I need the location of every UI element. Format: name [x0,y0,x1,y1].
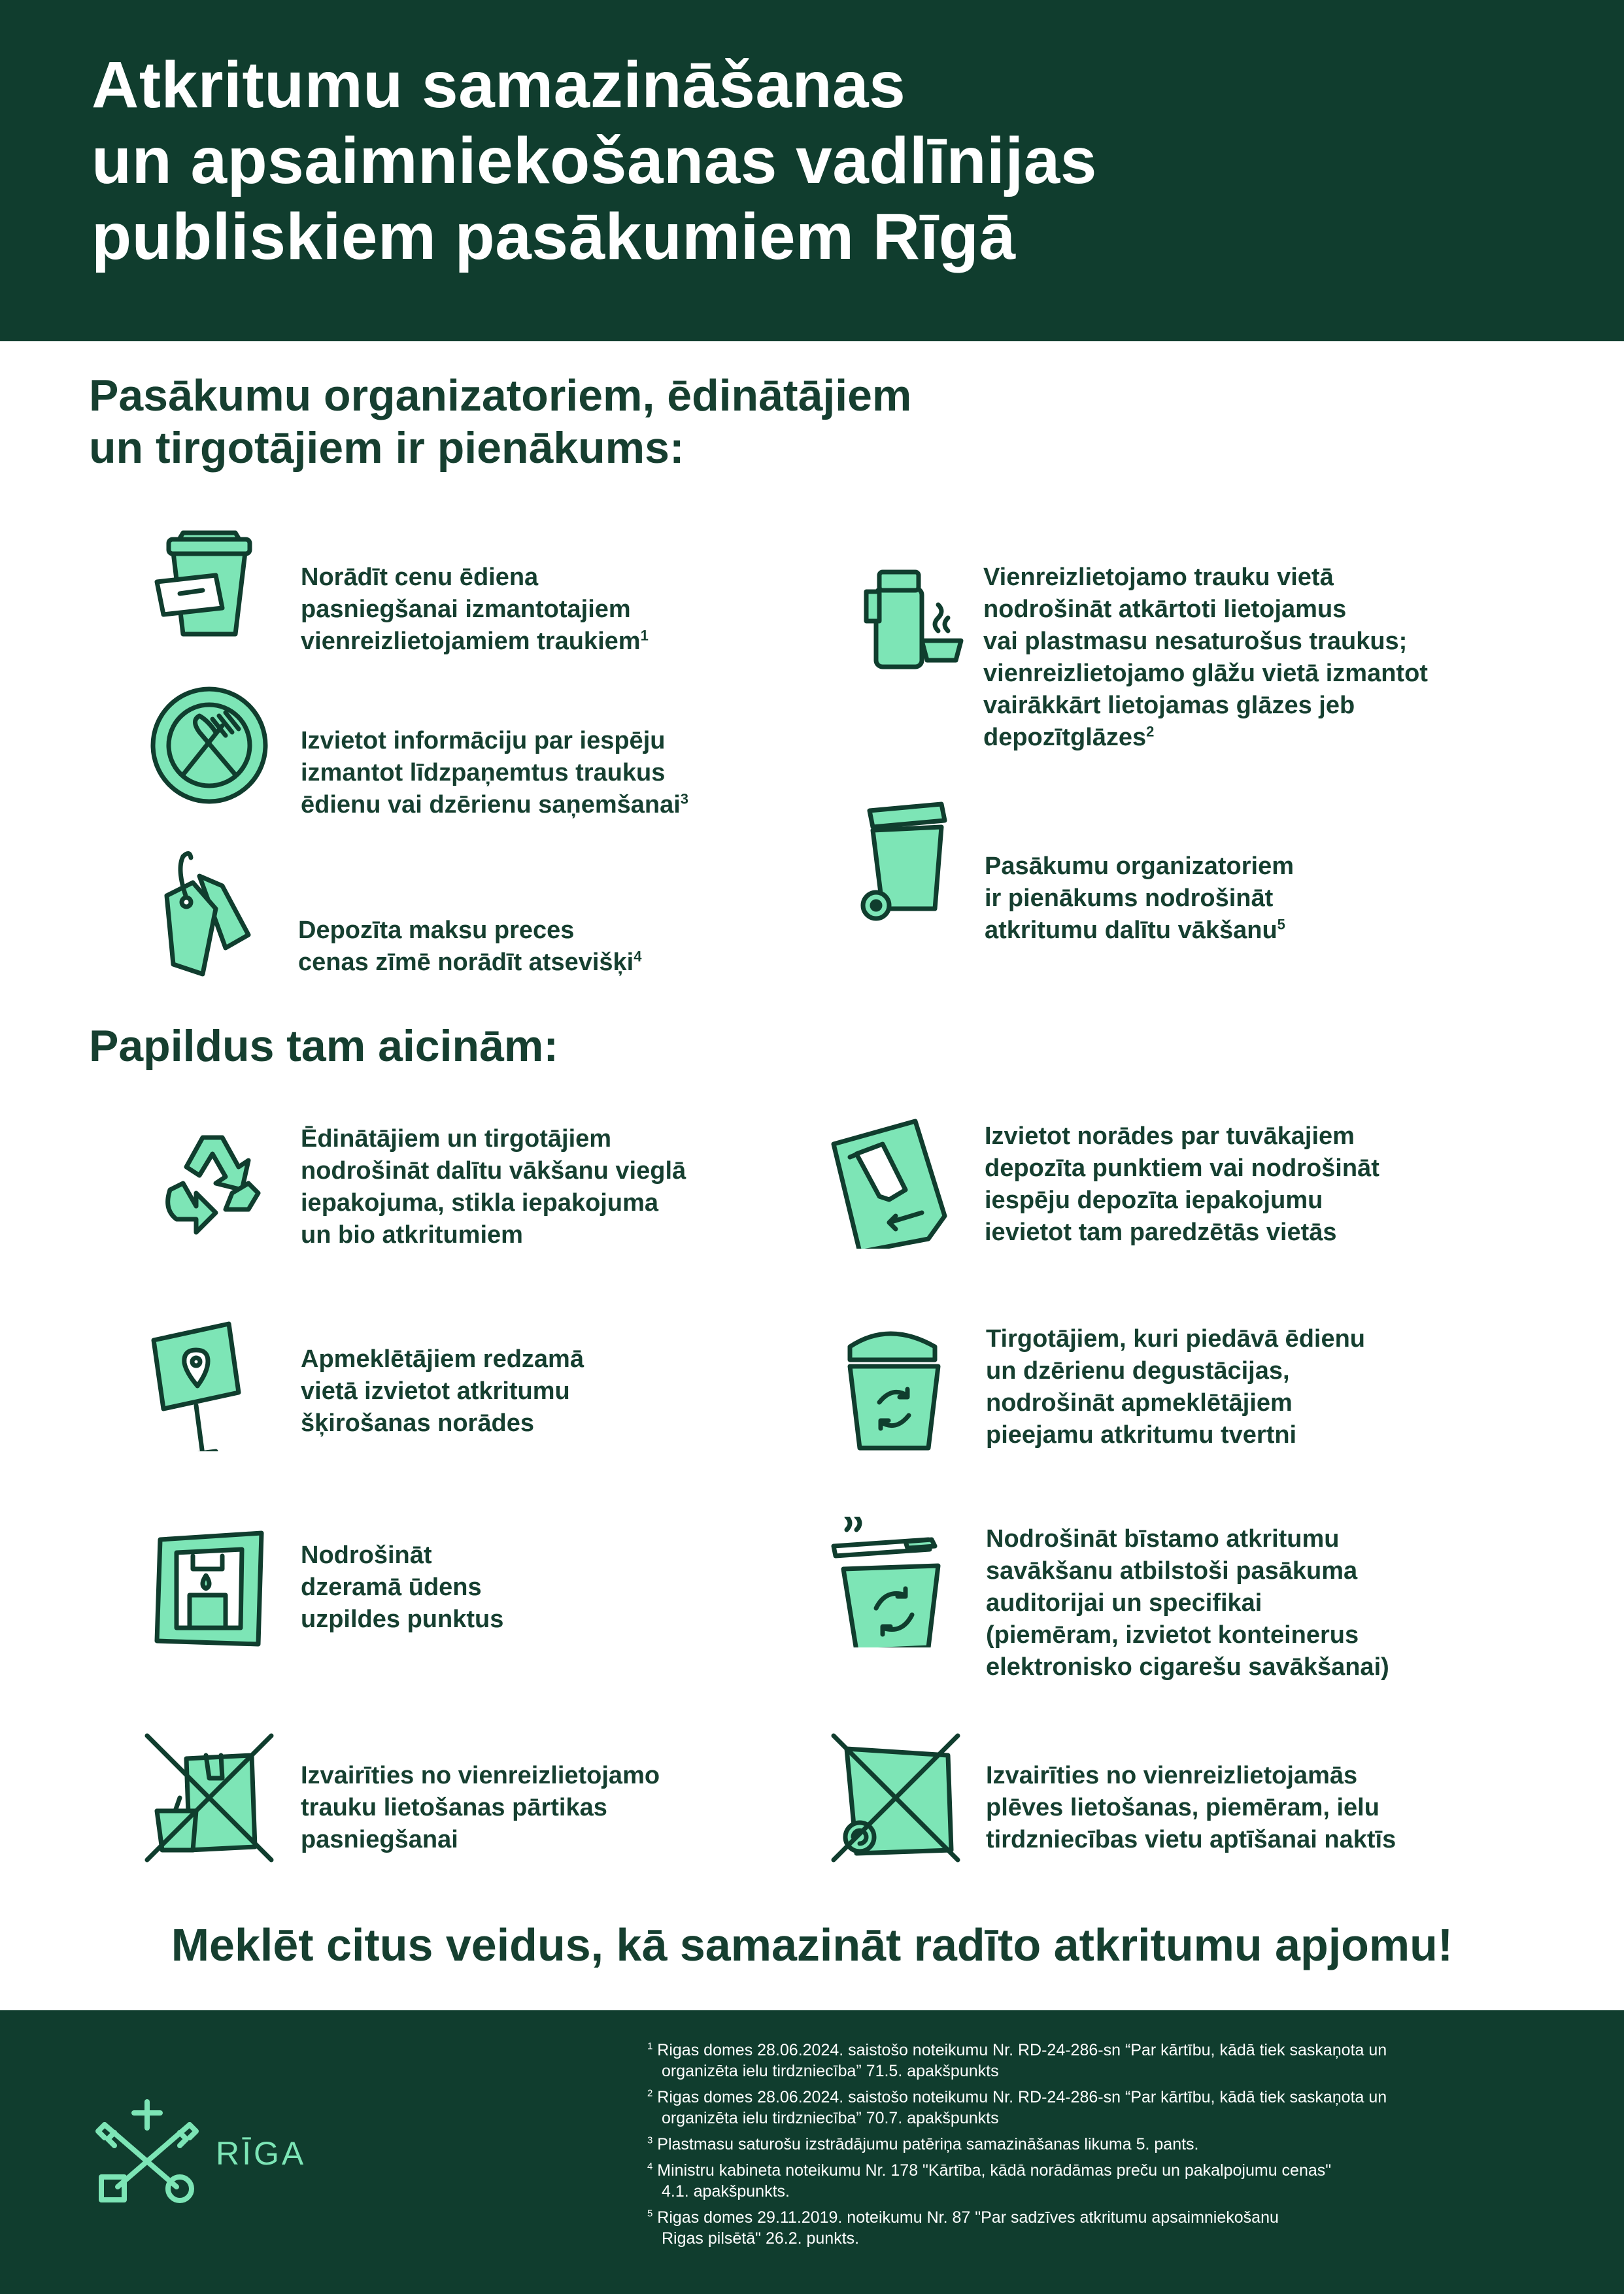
plate-cutlery-icon [144,680,275,811]
footnote-ref-4: 4 [634,948,642,965]
encouragements-heading: Papildus tam aicinām: [89,1021,558,1071]
encourage-text-1: Ēdinātājiem un tirgotājiem nodrošināt dalītu vākšanu vieglā iepakojuma, stikla iepakojuma un bio atkritumiem [301,1125,686,1249]
deposit-bottle-icon [830,1118,961,1249]
location-sign-icon [144,1321,275,1451]
header-banner [0,0,1624,341]
footnote-5: $^5$ Rigas domes 29.11.2019. noteikumu Nr. 87 "Par sadzīves atkritumu apsaimniekošanu Rigas pilsētā" 26.2. punkts. [647,2208,1279,2248]
footnote-1: $^1$ Rigas domes 28.06.2024. saistošo noteikumu Nr. RD-24-286-sn “Par kārtību, kādā tiek saskaņota un organizēta ielu tirdzniecība” 71.5. apakšpunkts [647,2040,1387,2080]
e-cigarette-bin-icon [830,1517,961,1647]
coffee-cup-icon [144,516,275,647]
encourage-text-8: Izvairīties no vienreizlietojamās plēves lietošanas, piemēram, ielu tirdzniecības vietu aptīšanai naktīs [986,1762,1396,1853]
encourage-text-5: Izvietot norādes par tuvākajiem depozīta punktiem vai nodrošināt iespēju depozīta iepakojumu ievietot tam paredzētās vietās [985,1122,1379,1246]
obligation-text-3: Depozīta maksu preces cenas zīmē norādīt atsevišķi [298,917,634,976]
swing-bin-icon [830,1321,961,1451]
footnote-4: $^4$ Ministru kabineta noteikumu Nr. 178 "Kārtība, kādā norādāmas preču un pakalpojumu cenas" 4.1. apakšpunkts. [647,2161,1332,2201]
slogan: Meklēt citus veidus, kā samazināt radīto atkritumu apjomu! [171,1919,1453,1970]
footnote-ref-5: 5 [1277,916,1285,933]
wheelie-bin-icon [843,791,974,922]
footnotes [647,2040,1563,2254]
obligation-text-5: Pasākumu organizatoriem ir pienākums nodrošināt atkritumu dalītu vākšanu [985,852,1294,944]
obligations-heading: Pasākumu organizatoriem, ēdinātājiem un tirgotājiem ir pienākums: [89,371,912,473]
recycle-icon [144,1118,275,1249]
footnote-2: $^2$ Rigas domes 28.06.2024. saistošo noteikumu Nr. RD-24-286-sn “Par kārtību, kādā tiek saskaņota un organizēta ielu tirdzniecība” 70.7. apakšpunkts [647,2087,1387,2127]
no-plastic-wrap-icon [830,1732,961,1863]
footnote-ref-2: 2 [1146,723,1155,740]
encourage-text-4: Izvairīties no vienreizlietojamo trauku lietošanas pārtikas pasniegšanai [301,1762,660,1853]
page-title: Atkritumu samazināšanas un apsaimniekošanas vadlīnijas publiskiem pasākumiem Rīgā [92,48,1097,273]
footnote-ref-1: 1 [640,627,649,644]
obligation-text-1: Norādīt cenu ēdiena pasniegšanai izmantotajiem vienreizlietojamiem traukiem [301,564,641,655]
encourage-text-3: Nodrošināt dzeramā ūdens uzpildes punktus [301,1542,504,1633]
footnote-3: $^3$ Plastmasu saturošu izstrādājumu patēriņa samazināšanas likuma 5. pants. [647,2134,1199,2153]
obligation-text-4: Vienreizlietojamo trauku vietā nodrošināt atkārtoti lietojamus vai plastmasu nesaturošus traukus; vienreizlietojamo glāžu vietā izmantot vairākkārt lietojamas glāzes jeb depozītglāzes [983,564,1428,751]
water-refill-icon [144,1523,275,1654]
riga-keys-logo-icon [92,2099,203,2203]
thermos-icon [843,543,974,673]
obligation-text-2: Izvietot informāciju par iespēju izmantot līdzpaņemtus traukus ēdienu vai dzērienu saņemšanai [301,727,681,818]
footnote-ref-3: 3 [680,790,689,807]
encourage-text-2: Apmeklētājiem redzamā vietā izvietot atkritumu šķirošanas norādes [301,1345,584,1437]
riga-logo-text: RĪGA [216,2135,307,2172]
price-tag-icon [144,850,275,981]
encourage-text-7: Nodrošināt bīstamo atkritumu savākšanu atbilstoši pasākuma auditorijai un specifikai (piemēram, izvietot konteinerus elektronisko cigarešu savākšanai) [986,1525,1389,1681]
no-disposables-icon [144,1732,275,1863]
encourage-text-6: Tirgotājiem, kuri piedāvā ēdienu un dzērienu degustācijas, nodrošināt apmeklētājiem pieejamu atkritumu tvertni [986,1325,1366,1449]
